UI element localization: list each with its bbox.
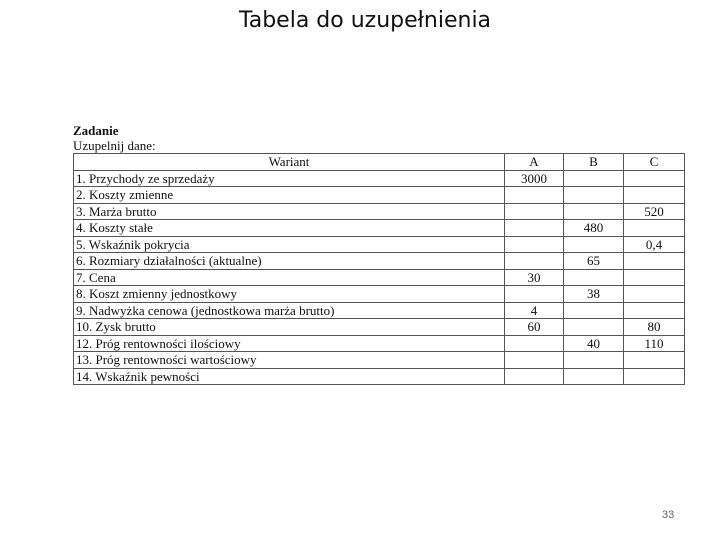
row-label: 5. Wskaźnik pokrycia — [74, 236, 505, 253]
table-row — [74, 203, 685, 220]
slide-title: Tabela do uzupełnienia — [238, 8, 492, 33]
header-wariant: Wariant — [74, 154, 505, 171]
cell-b — [564, 368, 624, 385]
cell-b: 480 — [564, 220, 624, 237]
row-label: 14. Wskaźnik pewności — [74, 368, 505, 385]
cell-c — [624, 302, 685, 319]
cell-a — [505, 220, 564, 237]
header-a: A — [505, 154, 564, 171]
cell-c: 520 — [624, 203, 685, 220]
cell-b: 40 — [564, 335, 624, 352]
cell-c — [624, 220, 685, 237]
table-header-row — [74, 154, 685, 171]
row-label: 13. Próg rentowności wartościowy — [74, 352, 505, 369]
row-label: 4. Koszty stałe — [74, 220, 505, 237]
cell-a — [505, 203, 564, 220]
cell-c: 80 — [624, 319, 685, 336]
row-label: 8. Koszt zmienny jednostkowy — [74, 286, 505, 303]
cell-c — [624, 170, 685, 187]
table-row — [74, 236, 685, 253]
table-row — [74, 286, 685, 303]
cell-c — [624, 187, 685, 204]
row-label: 7. Cena — [74, 269, 505, 286]
table-row — [74, 319, 685, 336]
row-label: 1. Przychody ze sprzedaży — [74, 170, 505, 187]
cell-b — [564, 269, 624, 286]
page-number: 33 — [662, 509, 675, 521]
row-label: 2. Koszty zmienne — [74, 187, 505, 204]
cell-c — [624, 352, 685, 369]
table-row — [74, 302, 685, 319]
cell-c — [624, 286, 685, 303]
data-table — [73, 153, 685, 385]
cell-a — [505, 352, 564, 369]
table-row — [74, 187, 685, 204]
table-row — [74, 253, 685, 270]
task-heading: Zadanie — [73, 123, 119, 138]
table-row — [74, 335, 685, 352]
cell-b: 38 — [564, 286, 624, 303]
header-c: C — [624, 154, 685, 171]
cell-c: 110 — [624, 335, 685, 352]
row-label: 9. Nadwyżka cenowa (jednostkowa marża brutto) — [74, 302, 505, 319]
cell-a: 3000 — [505, 170, 564, 187]
row-label: 3. Marża brutto — [74, 203, 505, 220]
cell-b: 65 — [564, 253, 624, 270]
cell-a — [505, 187, 564, 204]
row-label: 12. Próg rentowności ilościowy — [74, 335, 505, 352]
cell-c: 0,4 — [624, 236, 685, 253]
task-instruction: Uzupelnij dane: — [73, 138, 156, 153]
table-row — [74, 170, 685, 187]
cell-c — [624, 269, 685, 286]
table-row — [74, 220, 685, 237]
cell-a — [505, 286, 564, 303]
cell-b — [564, 236, 624, 253]
cell-a: 4 — [505, 302, 564, 319]
cell-b — [564, 203, 624, 220]
cell-b — [564, 319, 624, 336]
task-block — [73, 124, 685, 385]
table-row — [74, 368, 685, 385]
cell-a — [505, 335, 564, 352]
table-row — [74, 352, 685, 369]
cell-b — [564, 302, 624, 319]
cell-b — [564, 187, 624, 204]
cell-c — [624, 368, 685, 385]
cell-b — [564, 170, 624, 187]
cell-a — [505, 368, 564, 385]
header-b: B — [564, 154, 624, 171]
row-label: 6. Rozmiary działalności (aktualne) — [74, 253, 505, 270]
cell-a — [505, 236, 564, 253]
cell-a: 60 — [505, 319, 564, 336]
cell-c — [624, 253, 685, 270]
cell-a: 30 — [505, 269, 564, 286]
table-row — [74, 269, 685, 286]
cell-a — [505, 253, 564, 270]
cell-b — [564, 352, 624, 369]
row-label: 10. Zysk brutto — [74, 319, 505, 336]
